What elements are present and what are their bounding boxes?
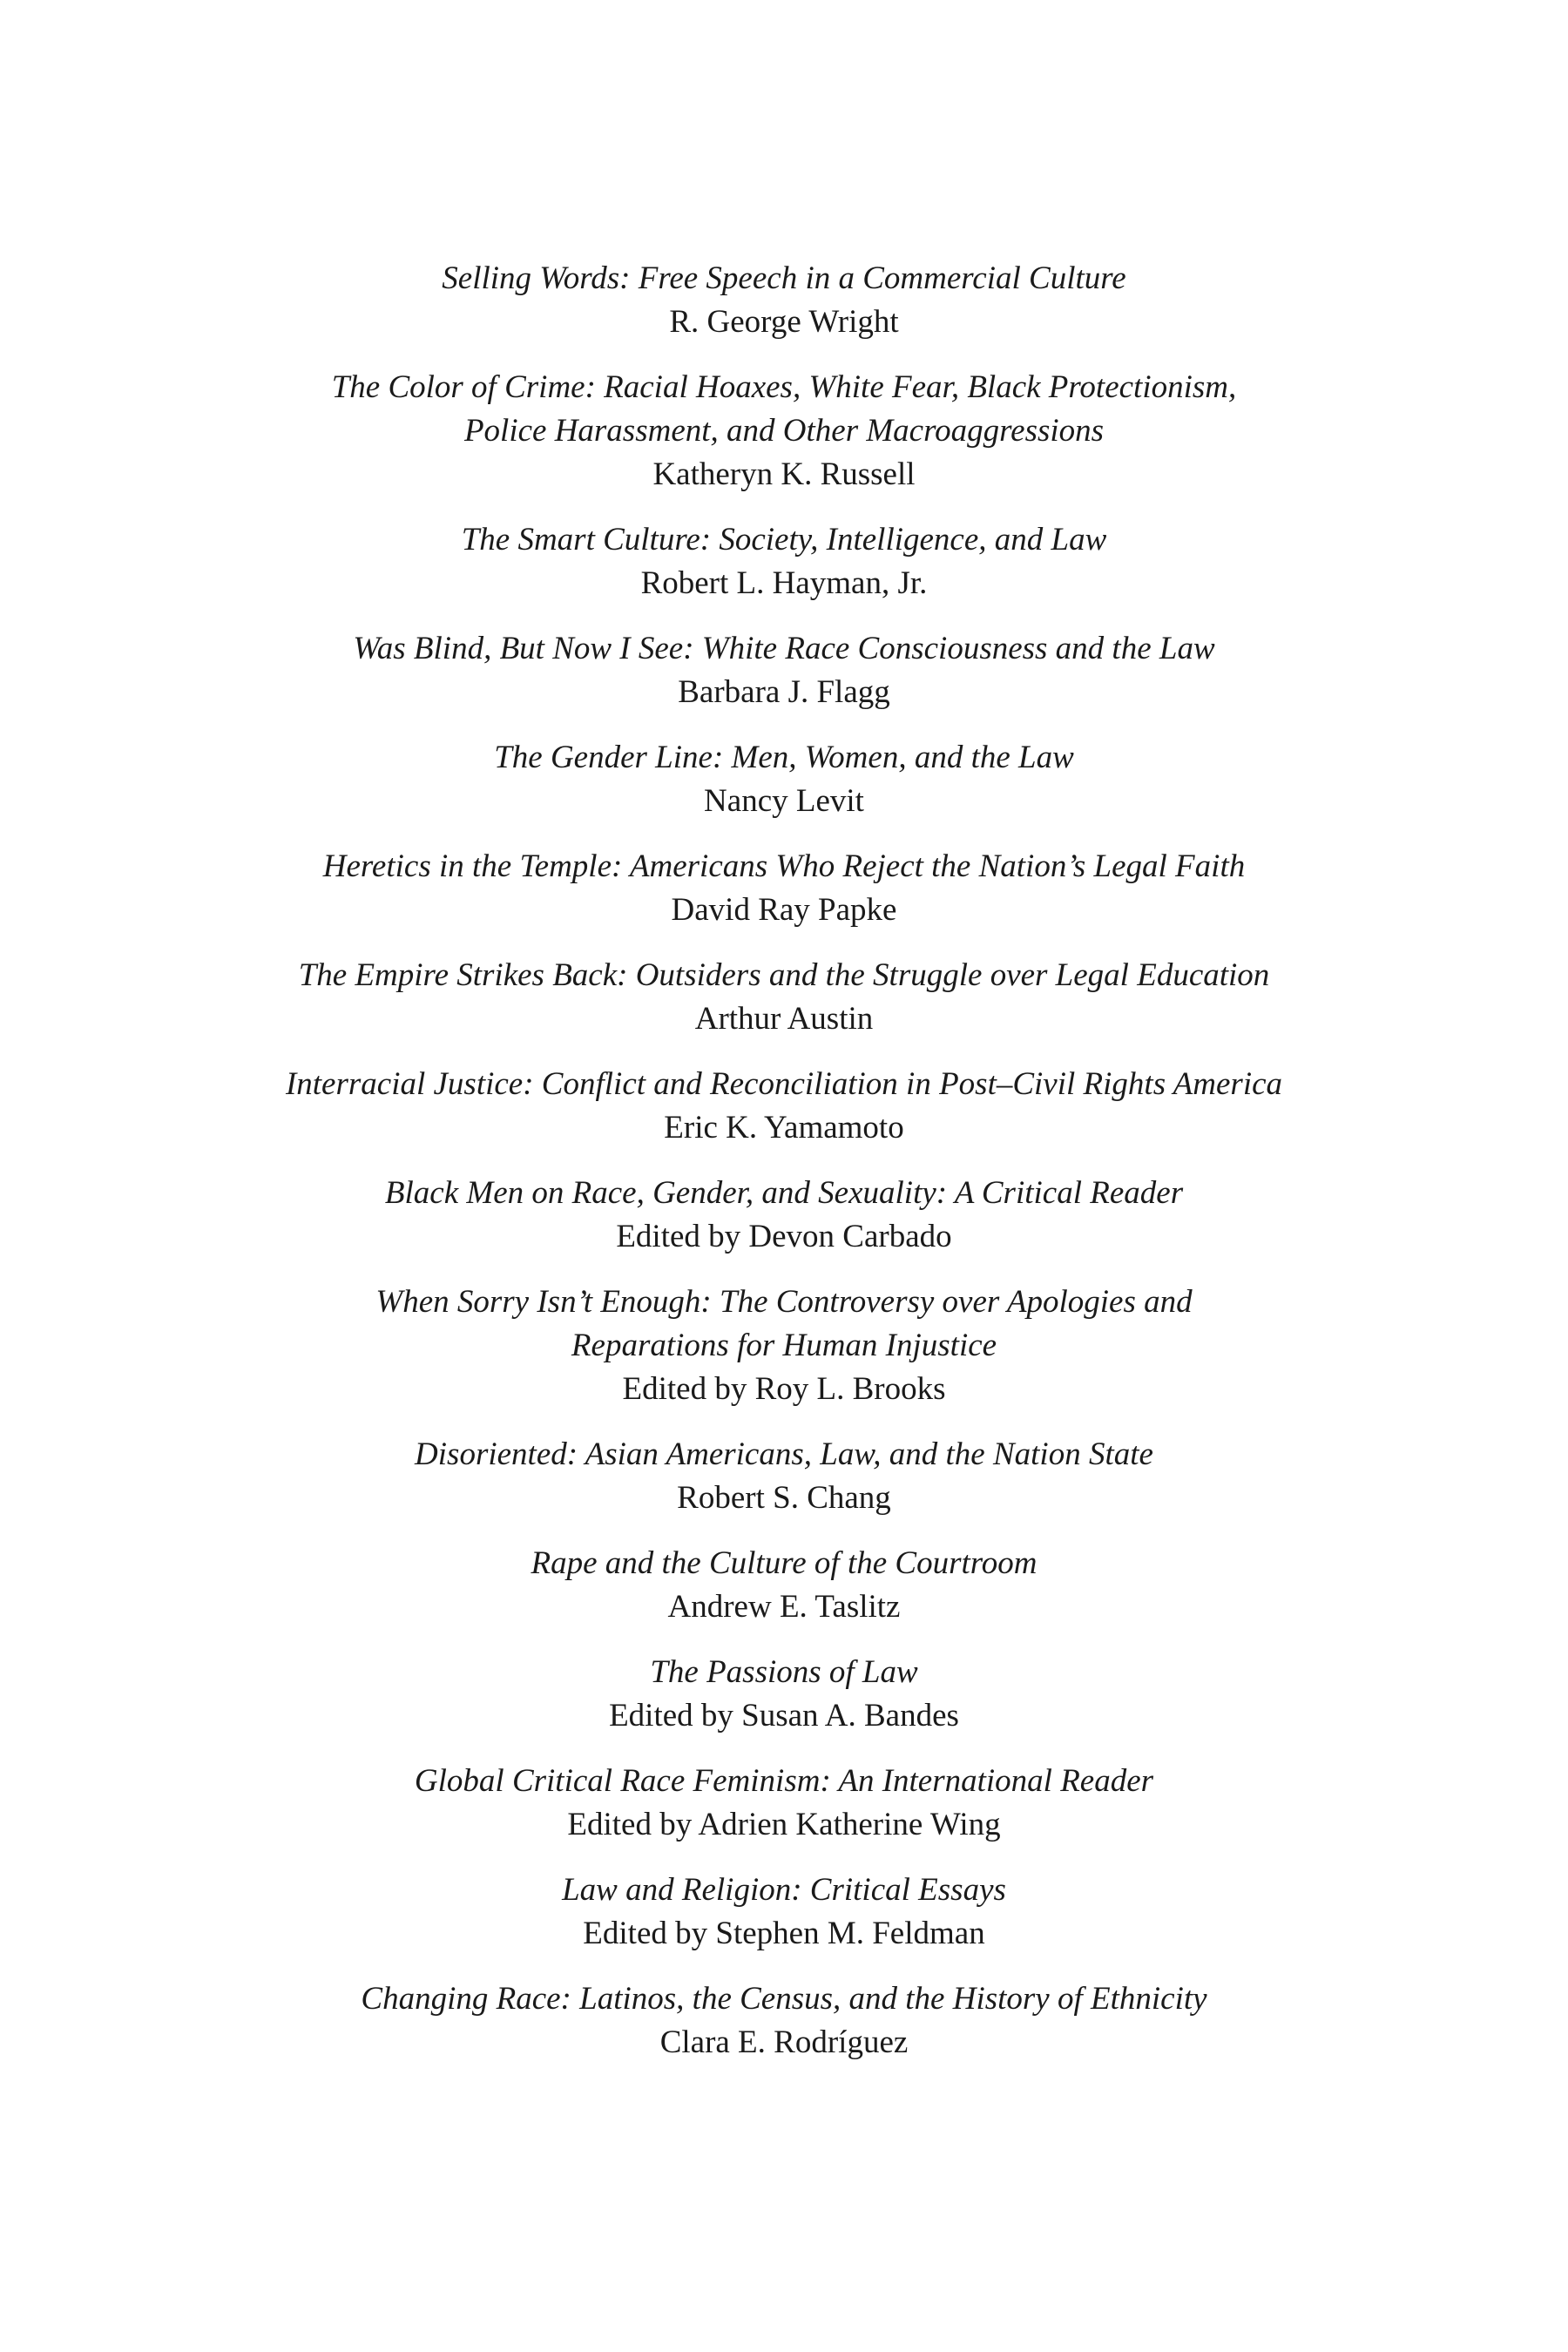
book-title: The Gender Line: Men, Women, and the Law xyxy=(494,740,1074,775)
book-title: Heretics in the Temple: Americans Who Reject the Nation’s Legal Faith xyxy=(322,848,1246,884)
book-title: The Color of Crime: Racial Hoaxes, White Fear, Black Protectionism, xyxy=(331,369,1237,405)
book-title: Rape and the Culture of the Courtroom xyxy=(531,1545,1037,1581)
book-author: Arthur Austin xyxy=(694,1001,874,1037)
book-title: Disoriented: Asian Americans, Law, and the Nation State xyxy=(415,1436,1153,1472)
book-author: Edited by Stephen M. Feldman xyxy=(583,1916,985,1951)
book-entry xyxy=(0,736,1568,823)
book-entry xyxy=(0,1869,1568,1956)
book-author: Robert L. Hayman, Jr. xyxy=(640,565,928,601)
book-title-continued: Police Harassment, and Other Macroaggressions xyxy=(463,413,1105,449)
book-author: Andrew E. Taslitz xyxy=(667,1589,901,1625)
book-author: David Ray Papke xyxy=(671,892,897,928)
book-entry xyxy=(0,1977,1568,2065)
book-entry xyxy=(0,1651,1568,1738)
book-list xyxy=(0,257,1568,2086)
book-entry xyxy=(0,1281,1568,1411)
book-entry xyxy=(0,1433,1568,1520)
book-title: Selling Words: Free Speech in a Commercial Culture xyxy=(442,260,1126,296)
book-author: Edited by Roy L. Brooks xyxy=(622,1371,946,1407)
book-title: When Sorry Isn’t Enough: The Controversy over Apologies and xyxy=(375,1284,1193,1320)
book-entry xyxy=(0,1542,1568,1629)
book-title: Global Critical Race Feminism: An International Reader xyxy=(414,1763,1154,1799)
book-author: Clara E. Rodríguez xyxy=(659,2024,909,2060)
book-title: Was Blind, But Now I See: White Race Consciousness and the Law xyxy=(353,631,1215,666)
book-entry xyxy=(0,954,1568,1041)
book-author: Barbara J. Flagg xyxy=(678,674,890,710)
book-author: Eric K. Yamamoto xyxy=(664,1110,904,1146)
book-author: Katheryn K. Russell xyxy=(652,456,916,492)
book-entry xyxy=(0,257,1568,344)
book-author: Edited by Devon Carbado xyxy=(616,1219,952,1254)
book-entry xyxy=(0,1063,1568,1150)
book-entry xyxy=(0,1172,1568,1259)
book-author: Nancy Levit xyxy=(704,783,864,819)
book-author: Edited by Susan A. Bandes xyxy=(609,1698,959,1734)
book-entry xyxy=(0,627,1568,714)
book-title: Black Men on Race, Gender, and Sexuality: A Critical Reader xyxy=(384,1175,1184,1211)
book-title: Interracial Justice: Conflict and Reconciliation in Post–Civil Rights America xyxy=(285,1066,1283,1102)
book-title: Law and Religion: Critical Essays xyxy=(562,1872,1006,1908)
book-title: Changing Race: Latinos, the Census, and the History of Ethnicity xyxy=(361,1981,1207,2017)
book-author: R. George Wright xyxy=(669,304,899,340)
book-entry xyxy=(0,366,1568,497)
book-entry xyxy=(0,845,1568,932)
book-author: Robert S. Chang xyxy=(677,1480,891,1516)
book-title: The Smart Culture: Society, Intelligence, and Law xyxy=(461,522,1107,558)
book-entry xyxy=(0,518,1568,605)
book-title: The Empire Strikes Back: Outsiders and the Struggle over Legal Education xyxy=(298,957,1270,993)
book-entry xyxy=(0,1760,1568,1847)
book-author: Edited by Adrien Katherine Wing xyxy=(567,1807,1001,1842)
book-title-continued: Reparations for Human Injustice xyxy=(571,1328,997,1363)
book-title: The Passions of Law xyxy=(650,1654,918,1690)
